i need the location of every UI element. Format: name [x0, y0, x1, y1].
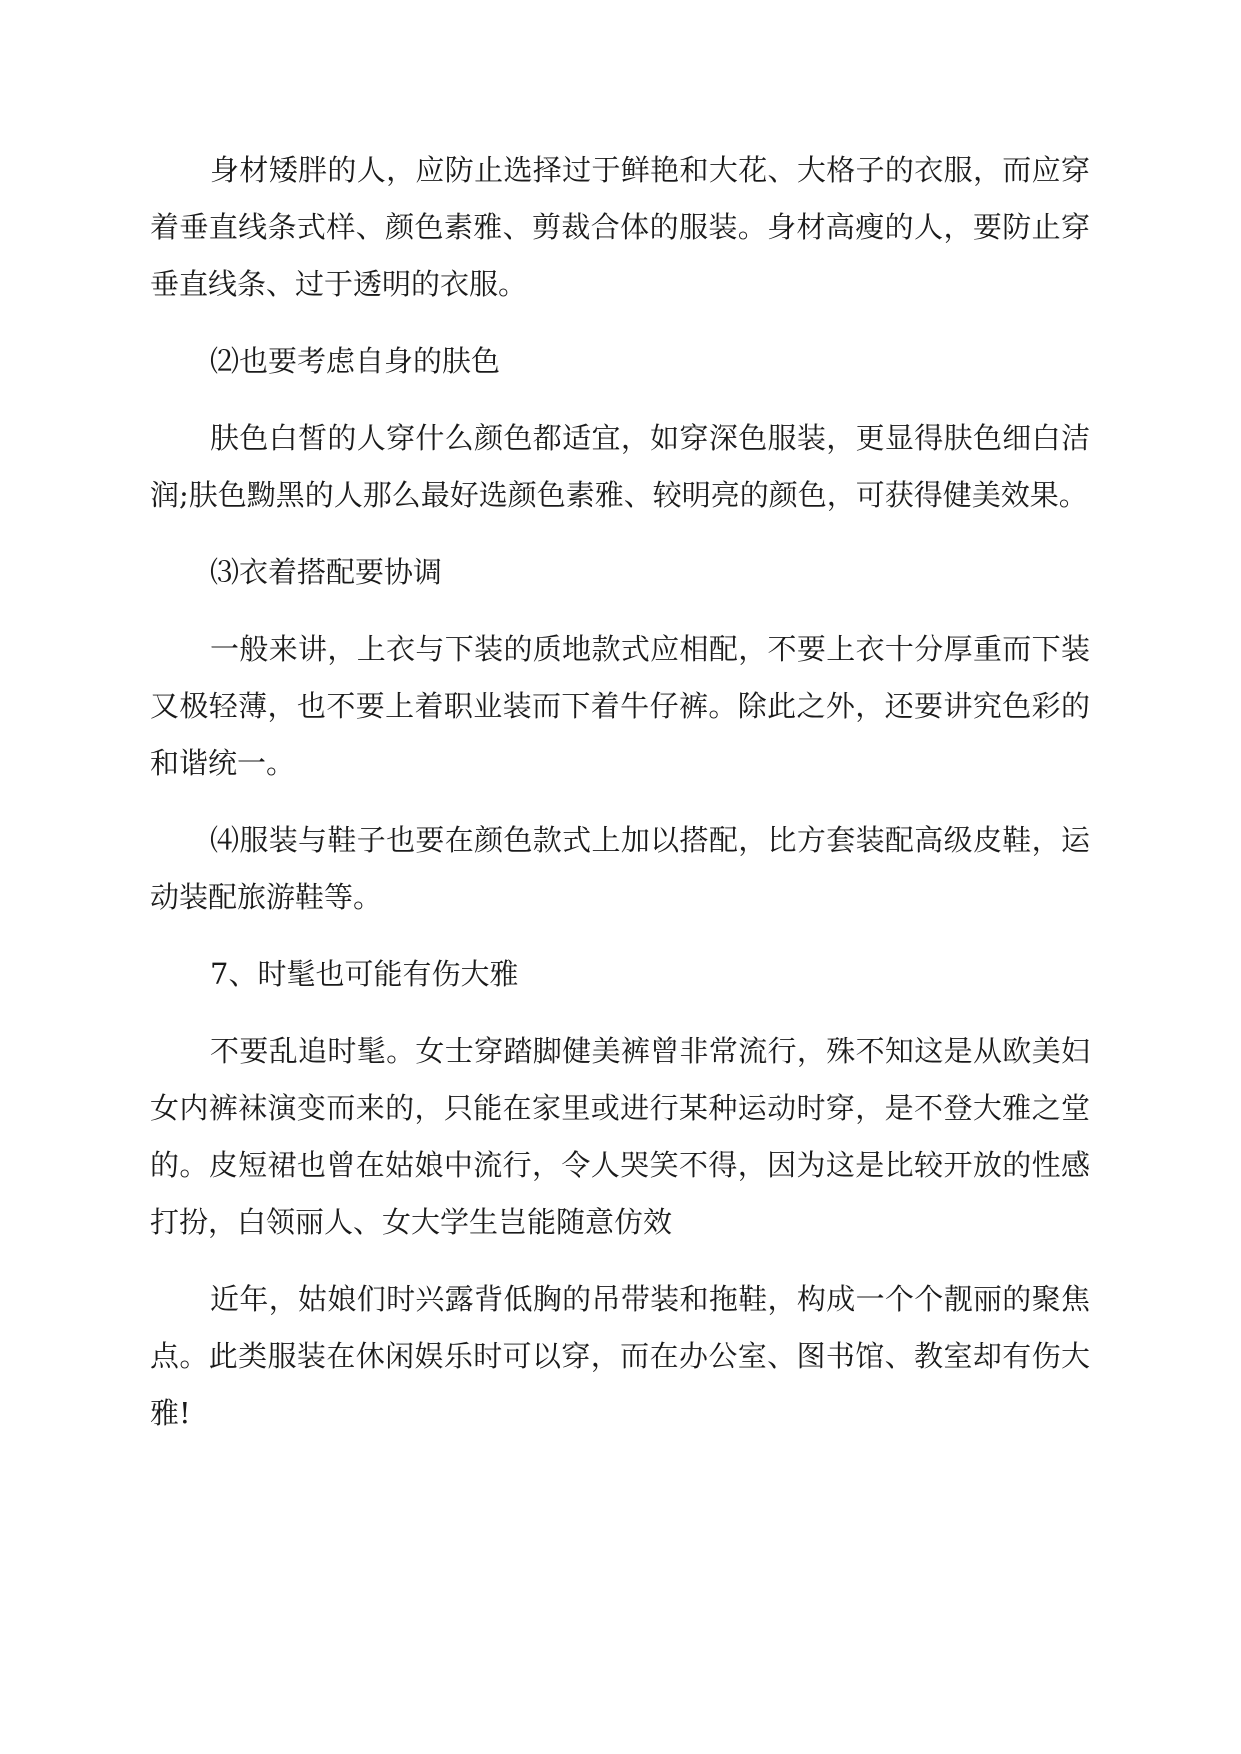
paragraph-body-shape: 身材矮胖的人，应防止选择过于鲜艳和大花、大格子的衣服，而应穿着垂直线条式样、颜色素雅、剪裁合体的服装。身材高瘦的人，要防止穿垂直线条、过于透明的衣服。 — [150, 153, 1090, 301]
paragraph-fashion-trends: 不要乱追时髦。女士穿踏脚健美裤曾非常流行，殊不知这是从欧美妇女内裤袜演变而来的，只能在家里或进行某种运动时穿，是不登大雅之堂的。皮短裙也曾在姑娘中流行，令人哭笑不得，因为这是比较开放的性感打扮，白领丽人、女大学生岂能随意仿效 — [150, 1034, 1090, 1239]
paragraph-outfit-coordination: 一般来讲，上衣与下装的质地款式应相配，不要上衣十分厚重而下装又极轻薄，也不要上着职业装而下着牛仔裤。除此之外，还要讲究色彩的和谐统一。 — [150, 632, 1090, 780]
heading-fashion-caution: 7、时髦也可能有伤大雅 — [210, 957, 519, 991]
paragraph-recent-trends: 近年，姑娘们时兴露背低胸的吊带装和拖鞋，构成一个个靓丽的聚焦点。此类服装在休闲娱乐时可以穿，而在办公室、图书馆、教室却有伤大雅! — [150, 1282, 1090, 1430]
paragraph-skin-color: 肤色白皙的人穿什么颜色都适宜，如穿深色服装，更显得肤色细白洁润;肤色黝黑的人那么最好选颜色素雅、较明亮的颜色，可获得健美效果。 — [150, 421, 1090, 512]
paragraph-shoes-matching: ⑷服装与鞋子也要在颜色款式上加以搭配，比方套装配高级皮鞋，运动装配旅游鞋等。 — [150, 823, 1090, 914]
document-body — [150, 142, 1090, 1462]
heading-skin-color: ⑵也要考虑自身的肤色 — [210, 344, 501, 378]
heading-outfit-coordination: ⑶衣着搭配要协调 — [210, 555, 443, 589]
